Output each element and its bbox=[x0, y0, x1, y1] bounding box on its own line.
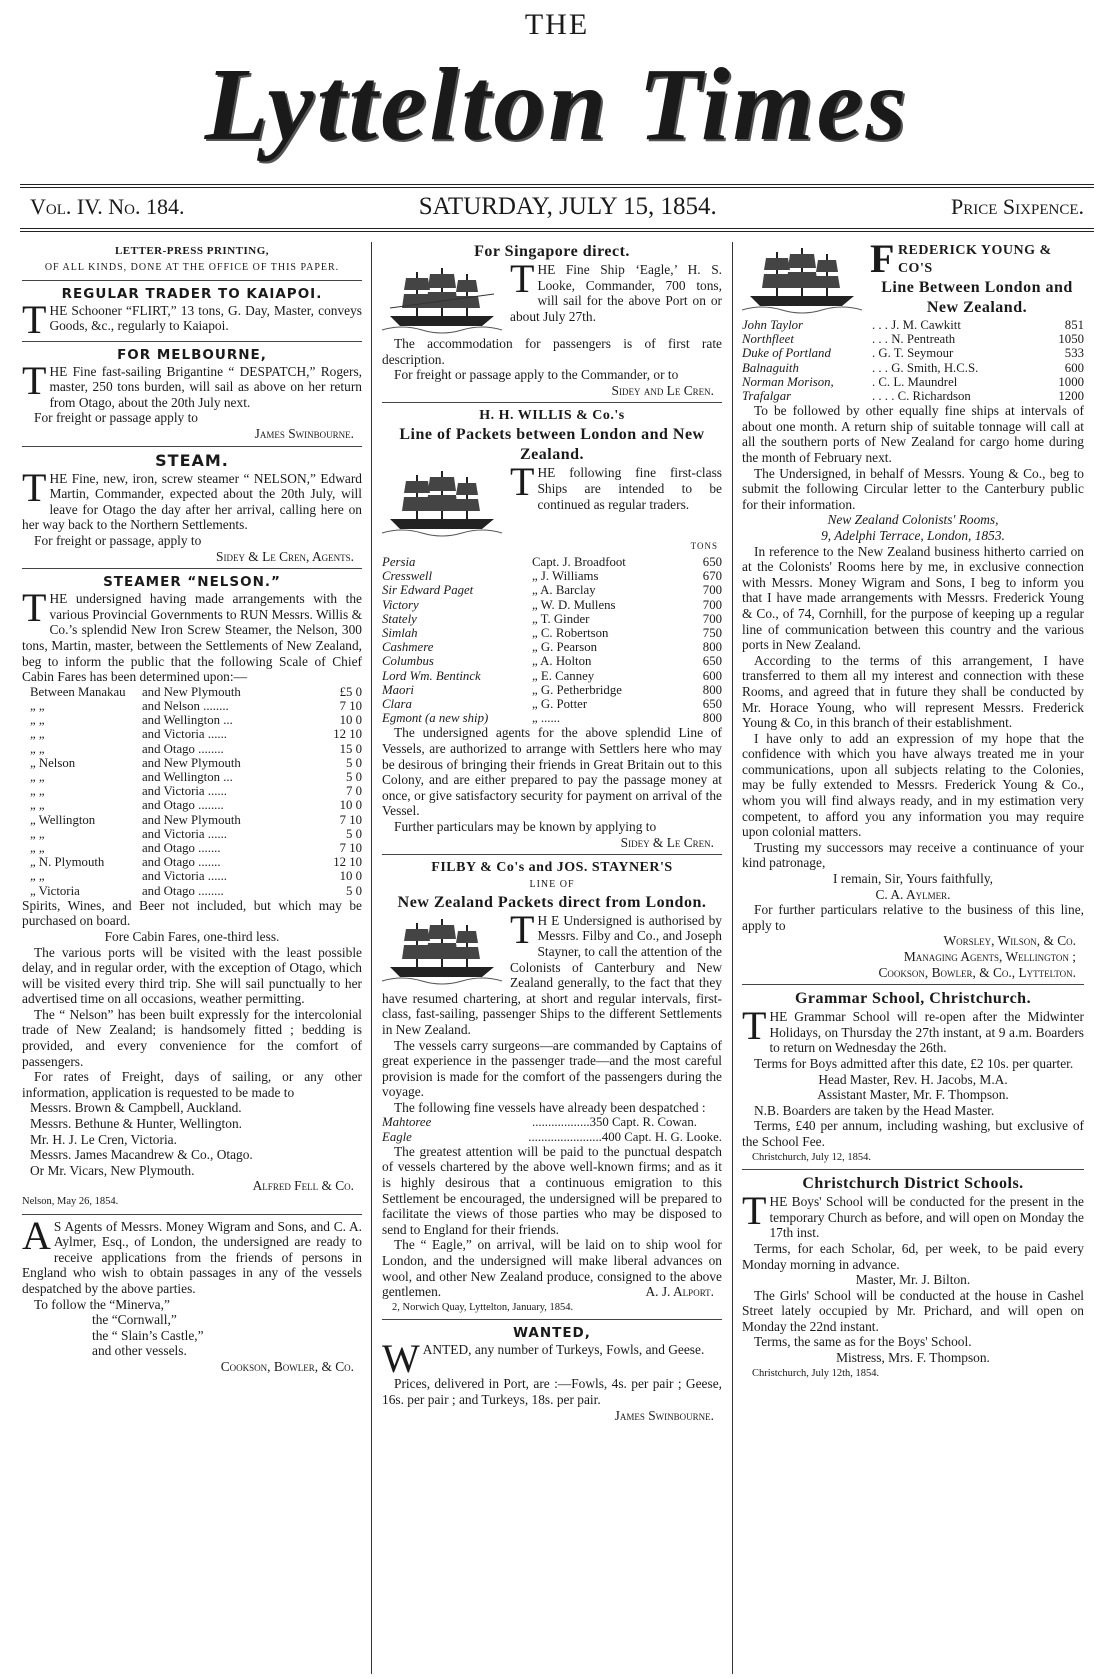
fare-from: „ „ bbox=[30, 798, 45, 813]
ship-tons: 700 bbox=[702, 597, 722, 612]
young-agent2: Cookson, Bowler, & Co., Lyttelton. bbox=[878, 964, 1076, 980]
masthead-rule-bottom bbox=[20, 228, 1094, 229]
ship-tons: 700 bbox=[702, 583, 722, 598]
ship-master: . . . G. Smith, H.C.S. bbox=[872, 360, 979, 375]
tons-label: TONS bbox=[690, 541, 718, 552]
ship-name: Sir Edward Paget bbox=[382, 583, 474, 598]
fare-row bbox=[22, 727, 362, 741]
young-p4: Trusting my successors may receive a continuance of your kind patronage, bbox=[742, 839, 1084, 871]
fare-row bbox=[22, 813, 362, 827]
fare-to: and Otago ....... bbox=[142, 855, 221, 870]
ship-name: Clara bbox=[382, 697, 412, 711]
fare-amount: 12 10 bbox=[333, 855, 362, 870]
district-terms2: Terms, the same as for the Boys' School. bbox=[754, 1334, 972, 1350]
young-line: Line Between London and New Zealand. bbox=[881, 279, 1073, 316]
fare-amount: 7 0 bbox=[346, 784, 362, 799]
filby-vessels bbox=[382, 1115, 722, 1143]
fare-amount: £5 0 bbox=[339, 684, 362, 699]
fare-to: and Otago ........ bbox=[142, 798, 224, 813]
volume-number: Vol. IV. No. 184. bbox=[30, 194, 185, 219]
fleet-row bbox=[382, 683, 722, 697]
fare-row bbox=[22, 884, 362, 898]
singapore-body: THE Fine Ship ‘Eagle,’ H. S. Looke, Commander, 700 tons, will sail for the above Port on or about July 27th. bbox=[510, 256, 722, 324]
young-heading: FREDERICK YOUNG & CO'S bbox=[870, 242, 1052, 281]
young-rooms: New Zealand Colonists' Rooms, bbox=[827, 512, 999, 528]
ship-tons: 800 bbox=[702, 682, 722, 697]
fare-to: and Wellington ... bbox=[142, 769, 233, 784]
steam-heading: STEAM. bbox=[155, 450, 229, 470]
singapore-accom: The accommodation for passengers is of first rate description. bbox=[382, 336, 722, 367]
masthead-rule-top bbox=[20, 184, 1094, 185]
district-master: Master, Mr. J. Bilton. bbox=[855, 1272, 971, 1288]
ad-wanted bbox=[382, 1319, 722, 1423]
ship-master: „ A. Holton bbox=[532, 654, 592, 669]
nelson-dated: Nelson, May 26, 1854. bbox=[22, 1196, 119, 1208]
ship-line: the “ Slain’s Castle,” bbox=[92, 1327, 204, 1343]
young-agent1b: Managing Agents, Wellington ; bbox=[903, 949, 1076, 964]
ship-master: . G. T. Seymour bbox=[872, 346, 954, 361]
grammar-terms2: Terms, £40 per annum, including washing, but exclusive of the School Fee. bbox=[742, 1118, 1084, 1149]
fare-amount: 7 10 bbox=[339, 812, 362, 827]
ship-name: Victory bbox=[382, 597, 419, 612]
ad-nelson bbox=[22, 568, 362, 1209]
willis-body: THE following fine first-class Ships are intended to be continued as regular traders. bbox=[510, 459, 722, 512]
wanted-signature: James Swinbourne. bbox=[614, 1407, 714, 1423]
fleet-row bbox=[382, 598, 722, 612]
district-dated: Christchurch, July 12th, 1854. bbox=[752, 1367, 880, 1379]
ship-tons: 1050 bbox=[1058, 332, 1084, 347]
ship-name: Northfleet bbox=[742, 332, 794, 347]
ship-tons: 533 bbox=[1064, 346, 1084, 361]
grammar-dated: Christchurch, July 12, 1854. bbox=[752, 1151, 871, 1163]
fleet-row bbox=[742, 318, 1084, 332]
fare-from: „ „ bbox=[30, 869, 45, 884]
ship-master: „ ...... bbox=[532, 711, 561, 726]
ship-name: Balnaguith bbox=[742, 360, 799, 375]
fleet-row bbox=[382, 711, 722, 725]
willis-fleet-table bbox=[382, 555, 722, 725]
ship-tons: 650 bbox=[702, 554, 722, 569]
printing-sub: OF ALL KINDS, DONE AT THE OFFICE OF THIS PAPER. bbox=[44, 262, 340, 273]
nelson-body: THE undersigned having made arrangements with the various Provincial Governments to RUN Messrs. Willis & Co.’s splendid New Iron Screw Steamer, the Nelson, 300 tons, Martin, master, between the Settlements of New Zealand, beg to inform the public that the following Scale of Chief Cabin Fares has been determined upon:— bbox=[22, 585, 362, 685]
ad-filby bbox=[382, 854, 722, 1315]
young-undersigned: The Undersigned, in behalf of Messrs. Young & Co., beg to submit the following Circular letter to the Canterbury public for their information. bbox=[742, 465, 1084, 512]
ship-name: Simlah bbox=[382, 625, 418, 640]
agent-line: Messrs. Bethune & Hunter, Wellington. bbox=[30, 1116, 242, 1132]
fare-to: and Wellington ... bbox=[142, 713, 233, 728]
grammar-body: THE Grammar School will re-open after the Midwinter Holidays, on Thursday the 27th instant, at 9 a.m. Boarders to return on Wednesday the 26th. bbox=[742, 1003, 1084, 1056]
fare-from: „ „ bbox=[30, 826, 45, 841]
fare-to: and Victoria ...... bbox=[142, 784, 227, 799]
vessel-name: Eagle bbox=[382, 1129, 412, 1144]
fare-table bbox=[22, 685, 362, 898]
district-heading: Christchurch District Schools. bbox=[802, 1175, 1024, 1193]
column-1 bbox=[22, 242, 362, 1674]
ship-name: Egmont (a new ship) bbox=[382, 711, 489, 726]
willis-further: Further particulars may be known by applying to Sidey & Le Cren. bbox=[394, 818, 714, 850]
fare-amount: 5 0 bbox=[346, 826, 362, 841]
fleet-row bbox=[382, 669, 722, 683]
column-2 bbox=[382, 242, 722, 1674]
fare-amount: 10 0 bbox=[339, 713, 362, 728]
nelson-fore: Fore Cabin Fares, one-third less. bbox=[104, 928, 280, 944]
ad-district bbox=[742, 1169, 1084, 1381]
willis-line: Line of Packets between London and New Zealand. bbox=[399, 426, 705, 464]
sailing-ship-icon bbox=[382, 915, 502, 985]
fare-to: and New Plymouth bbox=[142, 812, 241, 827]
sailing-ship-icon bbox=[742, 244, 862, 314]
filby-surgeons: The vessels carry surgeons—are commanded by Captains of great experience in the passenger trade—and the most careful provision is made for the comfort of the passengers during the voyage. bbox=[382, 1037, 722, 1100]
ship-tons: 650 bbox=[702, 654, 722, 669]
filby-heading: FILBY & Co's and JOS. STAYNER'S bbox=[431, 860, 673, 876]
agent-line: Messrs. Brown & Campbell, Auckland. bbox=[30, 1100, 242, 1116]
fare-amount: 15 0 bbox=[339, 741, 362, 756]
ship-name: Duke of Portland bbox=[742, 346, 831, 361]
masthead-title: Lyttelton Times bbox=[204, 47, 910, 162]
nelson-spirits: Spirits, Wines, and Beer not included, but which may be purchased on board. bbox=[22, 897, 362, 929]
fare-amount: 5 0 bbox=[346, 769, 362, 784]
nelson-ports: The various ports will be visited with the least possible delay, and in regular order, with the exception of Otago, which will be visited every third trip. She will sail punctually to her advertised time on all occasions, weather permitting. bbox=[22, 944, 362, 1007]
fare-amount: 7 10 bbox=[339, 698, 362, 713]
masthead-the: THE bbox=[524, 8, 590, 41]
young-aylmer: C. A. Aylmer. bbox=[875, 886, 951, 902]
ship-master: „ J. Williams bbox=[532, 569, 599, 584]
melbourne-heading: FOR MELBOURNE, bbox=[117, 346, 267, 363]
kaiapoi-body: THE Schooner “FLIRT,” 13 tons, G. Day, Master, conveys Goods, &c., regularly to Kaiapoi. bbox=[22, 296, 362, 342]
sailing-ship-icon bbox=[382, 264, 502, 334]
vessel-name: Mahtoree bbox=[382, 1115, 432, 1130]
ad-kaiapoi bbox=[22, 280, 362, 342]
ship-master: Capt. J. Broadfoot bbox=[532, 554, 626, 569]
melbourne-signature: James Swinbourne. bbox=[254, 425, 354, 441]
wigram-body: A S Agents of Messrs. Money Wigram and Sons, and C. A. Aylmer, Esq., of London, the undersigned are ready to receive applications from the friends of persons in England who wish to obtain passages in any of the vessels despatched by the above parties. bbox=[22, 1212, 362, 1296]
ship-master: „ E. Canney bbox=[532, 668, 595, 683]
filby-attention: The greatest attention will be paid to the punctual despatch of vessels chartered by the above well-known firms; and as it is highly desirous that a continuous emigration to this Settlement be encouraged, the undersigned will be prepared to facilitate the views of those parties who may be disposed to send to England for their friends. bbox=[382, 1143, 722, 1237]
ship-master: „ G. Pearson bbox=[532, 640, 598, 655]
wigram-follow: To follow the “Minerva,” bbox=[34, 1296, 170, 1312]
ad-singapore bbox=[382, 242, 722, 398]
vessel-detail: .......................400 Capt. H. G. Looke. bbox=[528, 1129, 722, 1144]
ad-grammar bbox=[742, 984, 1084, 1165]
young-fleet-table bbox=[742, 318, 1084, 403]
young-address: 9, Adelphi Terrace, London, 1853. bbox=[821, 527, 1005, 543]
fleet-row bbox=[742, 375, 1084, 389]
fare-to: and Victoria ...... bbox=[142, 826, 227, 841]
fare-row bbox=[22, 742, 362, 756]
ship-master: . . . J. M. Cawkitt bbox=[872, 318, 961, 332]
ad-steam bbox=[22, 446, 362, 565]
fare-from: „ „ bbox=[30, 698, 45, 713]
ship-tons: 600 bbox=[1064, 360, 1084, 375]
filby-sub: LINE OF bbox=[529, 879, 575, 891]
wanted-heading: WANTED, bbox=[513, 1325, 591, 1342]
ship-tons: 800 bbox=[702, 711, 722, 726]
ad-willis bbox=[382, 402, 722, 850]
filby-eagle: The “ Eagle,” on arrival, will be laid on to ship wool for London, and the undersigned will make liberal advances on wool, and other New Zealand produce, consigned to the above gentlemen. A. J. Alport. bbox=[382, 1237, 722, 1300]
fare-row bbox=[22, 713, 362, 727]
singapore-signature: Sidey and Le Cren. bbox=[611, 382, 714, 398]
fare-from: „ „ bbox=[30, 769, 45, 784]
filby-address: 2, Norwich Quay, Lyttelton, January, 1854. bbox=[392, 1301, 574, 1313]
fare-to: and Otago ....... bbox=[142, 840, 221, 855]
young-followed: To be followed by other equally fine ships at intervals of about one month. A return ship of suitable tonnage will call at all the southern ports of New Zealand for cargo home during the month of February next. bbox=[742, 403, 1084, 465]
fleet-row bbox=[382, 626, 722, 640]
ship-master: . . . . C. Richardson bbox=[872, 389, 971, 404]
willis-heading: H. H. WILLIS & Co.'s bbox=[479, 408, 625, 424]
ship-master: . C. L. Maundrel bbox=[872, 374, 958, 389]
ship-master: „ G. Petherbridge bbox=[532, 682, 622, 697]
fleet-row bbox=[742, 389, 1084, 403]
ship-master: . . . N. Pentreath bbox=[872, 332, 956, 347]
young-p1: In reference to the New Zealand business hitherto carried on at the Colonists' Rooms here by me, in exclusive connection with Messrs. Money Wigram and Sons, I beg to inform you that I have made arrangements with Messrs. Frederick Young & Co., of 74, Cornhill, for the purpose of keeping up a regular line of communication between this country and the various ports in New Zealand. bbox=[742, 543, 1084, 653]
column-divider-1 bbox=[371, 242, 372, 1674]
fleet-row bbox=[742, 346, 1084, 360]
nelson-agents bbox=[22, 1100, 362, 1178]
fare-row bbox=[22, 685, 362, 699]
issue-price: Price Sixpence. bbox=[951, 194, 1084, 219]
young-p2: According to the terms of this arrangement, I have transferred to them all my interest and connection with these Rooms, and agreed that in future they shall be conducted by Mr. Horace Young, who will represent Messrs. Frederick Young & Co, in this branch of their establishment. bbox=[742, 652, 1084, 731]
fleet-row bbox=[742, 361, 1084, 375]
agent-line: Mr. H. J. Le Cren, Victoria. bbox=[30, 1131, 177, 1147]
ship-master: „ A. Barclay bbox=[532, 583, 596, 598]
ship-name: Persia bbox=[382, 554, 416, 569]
fare-to: and New Plymouth bbox=[142, 684, 241, 699]
vessel-row bbox=[382, 1115, 722, 1129]
ship-name: John Taylor bbox=[742, 318, 804, 332]
fare-to: and Victoria ...... bbox=[142, 869, 227, 884]
grammar-nb: N.B. Boarders are taken by the Head Master. bbox=[754, 1102, 995, 1118]
melbourne-apply: For freight or passage apply to bbox=[34, 410, 198, 426]
fare-amount: 5 0 bbox=[346, 883, 362, 898]
fare-from: „ Wellington bbox=[30, 812, 96, 827]
singapore-heading: For Singapore direct. bbox=[474, 243, 630, 260]
printing-heading: LETTER-PRESS PRINTING, bbox=[114, 245, 270, 257]
ship-master: „ C. Robertson bbox=[532, 625, 609, 640]
fare-row bbox=[22, 855, 362, 869]
column-3 bbox=[742, 242, 1084, 1674]
district-terms: Terms, for each Scholar, 6d, per week, to be paid every Monday morning in advance. bbox=[742, 1240, 1084, 1272]
ship-tons: 670 bbox=[702, 569, 722, 584]
fare-amount: 12 10 bbox=[333, 727, 362, 742]
steam-signature: Sidey & Le Cren, Agents. bbox=[216, 548, 354, 564]
kaiapoi-heading: REGULAR TRADER TO KAIAPOI. bbox=[61, 285, 323, 302]
ship-tons: 1200 bbox=[1058, 389, 1084, 404]
fare-to: and Nelson ........ bbox=[142, 698, 229, 713]
district-mistress: Mistress, Mrs. F. Thompson. bbox=[836, 1350, 990, 1366]
willis-agents: The undersigned agents for the above splendid Line of Vessels, are authorized to arrange with Settlers here who may be desirous of bringing their friends in Great Britain out to this Colony, and are either prepared to pay the passage money at once, or give satisfactory security for payment on arrival of the Vessel. bbox=[382, 725, 722, 819]
fare-amount: 7 10 bbox=[339, 840, 362, 855]
ad-wigram bbox=[22, 1214, 362, 1375]
fare-row bbox=[22, 699, 362, 713]
ship-line: and other vessels. bbox=[92, 1343, 187, 1359]
young-agent1: Worsley, Wilson, & Co. bbox=[943, 933, 1076, 949]
grammar-terms: Terms for Boys admitted after this date, £2 10s. per quarter. bbox=[754, 1055, 1074, 1071]
ship-tons: 800 bbox=[702, 640, 722, 655]
ad-melbourne bbox=[22, 341, 362, 442]
nelson-built: The “ Nelson” has been built expressly for the intercolonial trade of New Zealand; is handsomely fitted ; bedding is provided, and every convenience for the comfort of passengers. bbox=[22, 1006, 362, 1069]
wanted-body: WANTED, any number of Turkeys, Fowls, and Geese. bbox=[382, 1336, 705, 1382]
fare-row bbox=[22, 784, 362, 798]
young-closing: I remain, Sir, Yours faithfully, bbox=[832, 871, 993, 887]
agent-line: Messrs. James Macandrew & Co., Otago. bbox=[30, 1147, 253, 1163]
fare-row bbox=[22, 770, 362, 784]
fare-from: „ „ bbox=[30, 713, 45, 728]
vessel-row bbox=[382, 1130, 722, 1144]
grammar-assistant: Assistant Master, Mr. F. Thompson. bbox=[817, 1087, 1009, 1103]
fare-from: „ „ bbox=[30, 741, 45, 756]
fare-row bbox=[22, 841, 362, 855]
ship-tons: 851 bbox=[1064, 318, 1084, 332]
ship-tons: 600 bbox=[702, 668, 722, 683]
fare-row bbox=[22, 756, 362, 770]
masthead-rule-bottom-2 bbox=[20, 231, 1094, 232]
wigram-signature: Cookson, Bowler, & Co. bbox=[220, 1358, 354, 1374]
young-further: For further particulars relative to the business of this line, apply to bbox=[742, 902, 1084, 933]
fleet-row bbox=[382, 555, 722, 569]
ship-name: Cashmere bbox=[382, 640, 434, 655]
issue-date: SATURDAY, JULY 15, 1854. bbox=[418, 193, 717, 220]
fare-from: „ „ bbox=[30, 784, 45, 799]
ship-name: Columbus bbox=[382, 654, 434, 669]
ship-line: the “Cornwall,” bbox=[92, 1312, 177, 1328]
ship-master: „ G. Potter bbox=[532, 697, 588, 711]
sailing-ship-icon bbox=[382, 467, 502, 537]
fare-from: „ N. Plymouth bbox=[30, 855, 105, 870]
fare-amount: 5 0 bbox=[346, 755, 362, 770]
fare-from: Between Manakau bbox=[30, 684, 126, 699]
ship-tons: 650 bbox=[702, 697, 722, 711]
ship-name: Cresswell bbox=[382, 569, 433, 584]
fleet-row bbox=[382, 583, 722, 597]
ship-tons: 1000 bbox=[1058, 374, 1084, 389]
agent-line: Or Mr. Vicars, New Plymouth. bbox=[30, 1162, 195, 1178]
fare-from: „ „ bbox=[30, 840, 45, 855]
filby-despatched: The following fine vessels have already been despatched : bbox=[394, 1099, 706, 1115]
filby-body: T H E Undersigned is authorised by Messrs. Filby and Co., and Joseph Stayner, to call the attention of the Colonists of Canterbury and New Zealand generally, to the fact that they have resumed chartering, at short and regular intervals, first-class, fast-sailing, passenger Ships to the different Settlements in New Zealand. bbox=[382, 906, 722, 1037]
district-girls: The Girls' School will be conducted at the house in Cashel Street lately occupied by Mr. Prichard, and will open on Monday the 22nd instant. bbox=[742, 1287, 1084, 1334]
melbourne-body: THE Fine fast-sailing Brigantine “ DESPATCH,” Rogers, master, 250 tons burden, will sail as above on her return from Otago, about the 20th July next. bbox=[22, 357, 362, 410]
ship-name: Trafalgar bbox=[742, 389, 792, 404]
masthead-rule-top-2 bbox=[20, 187, 1094, 188]
fare-from: „ „ bbox=[30, 727, 45, 742]
ship-tons: 750 bbox=[702, 625, 722, 640]
nelson-heading: STEAMER “NELSON.” bbox=[103, 574, 281, 591]
nelson-signature: Alfred Fell & Co. bbox=[252, 1178, 354, 1194]
fare-from: „ Victoria bbox=[30, 883, 80, 898]
grammar-heading: Grammar School, Christchurch. bbox=[794, 990, 1032, 1008]
district-body: THE Boys' School will be conducted for the present in the temporary Church as before, and will open on Monday the 17th inst. bbox=[742, 1188, 1084, 1241]
fleet-row bbox=[382, 612, 722, 626]
ship-master: „ T. Ginder bbox=[532, 611, 590, 626]
column-divider-2 bbox=[732, 242, 733, 1674]
singapore-apply: For freight or passage apply to the Commander, or to bbox=[394, 367, 679, 383]
fleet-row bbox=[382, 654, 722, 668]
fare-to: and Victoria ...... bbox=[142, 727, 227, 742]
wigram-ships bbox=[22, 1312, 362, 1359]
fare-row bbox=[22, 869, 362, 883]
fare-to: and New Plymouth bbox=[142, 755, 241, 770]
fare-to: and Otago ........ bbox=[142, 741, 224, 756]
fare-row bbox=[22, 827, 362, 841]
fare-to: and Otago ........ bbox=[142, 883, 224, 898]
fare-row bbox=[22, 798, 362, 812]
ship-name: Lord Wm. Bentinck bbox=[382, 668, 481, 683]
fleet-row bbox=[382, 697, 722, 711]
ad-printing bbox=[22, 242, 362, 276]
fare-amount: 10 0 bbox=[339, 869, 362, 884]
wanted-prices: Prices, delivered in Port, are :—Fowls, 4s. per pair ; Geese, 16s. per pair ; and Turkeys, 18s. per pair. bbox=[382, 1376, 722, 1407]
steam-apply: For freight or passage, apply to bbox=[34, 532, 202, 548]
ad-young bbox=[742, 242, 1084, 980]
ship-name: Stately bbox=[382, 611, 417, 626]
fleet-row bbox=[382, 640, 722, 654]
ship-name: Maori bbox=[382, 682, 414, 697]
nelson-rates: For rates of Freight, days of sailing, or any other information, application is requested to be made to bbox=[22, 1069, 362, 1100]
fare-amount: 10 0 bbox=[339, 798, 362, 813]
filby-line: New Zealand Packets direct from London. bbox=[397, 893, 707, 911]
steam-body: THE Fine, new, iron, screw steamer “ NELSON,” Edward Martin, Commander, expected about the 20th July, will leave for Otago the day after her arrival, calling here on her way back to the Northern Settlements. bbox=[22, 464, 362, 533]
grammar-head: Head Master, Rev. H. Jacobs, M.A. bbox=[818, 1071, 1008, 1087]
ship-tons: 700 bbox=[702, 611, 722, 626]
ship-name: Norman Morison, bbox=[742, 374, 834, 389]
vessel-detail: ..................350 Capt. R. Cowan. bbox=[532, 1115, 697, 1130]
fleet-row bbox=[742, 332, 1084, 346]
ship-master: „ W. D. Mullens bbox=[532, 597, 616, 612]
fare-from: „ Nelson bbox=[30, 755, 76, 770]
young-p3: I have only to add an expression of my hope that the confidence with which you have always treated me in your communications, upon all subjects relating to the Colonies, may be fully extended to Messrs. Frederick Young & Co., whom you will find always ready, and in my estimation very competent, to afford you any information you may require upon colonial matters. bbox=[742, 730, 1084, 840]
dateline bbox=[30, 192, 1084, 222]
fleet-row bbox=[382, 569, 722, 583]
